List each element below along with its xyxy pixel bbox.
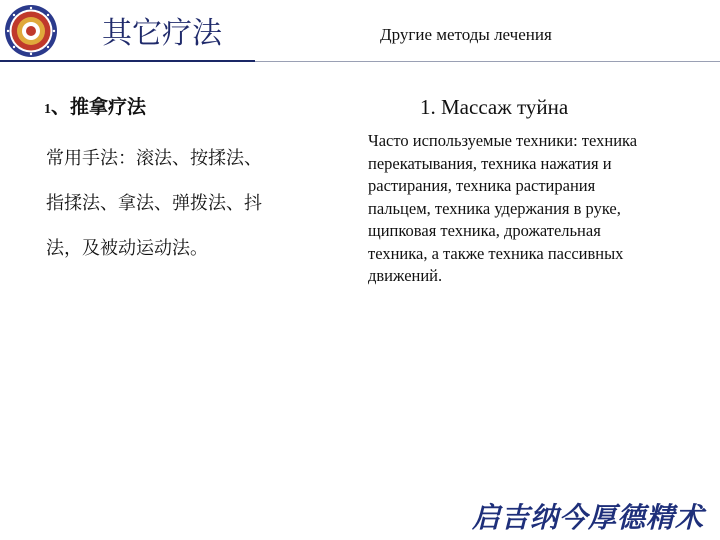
body-line-ru: движений.: [368, 266, 443, 285]
slide-title-russian: Другие методы лечения: [380, 25, 552, 44]
body-line-ru: перекатывания, техника нажатия и: [368, 153, 612, 173]
section-body-russian: [368, 130, 713, 288]
section-number: 1: [44, 102, 51, 117]
body-line-cn: 指揉法、拿法、弹拨法、抖: [46, 193, 262, 214]
university-motto-calligraphy: 启吉纳今厚德精术: [472, 501, 705, 534]
university-seal-logo: [4, 4, 58, 58]
section-body-chinese: [46, 136, 346, 271]
body-line-ru: пальцем, техника удержания в руке,: [368, 198, 621, 218]
body-line-ru: щипковая техника, дрожательная: [368, 221, 601, 240]
header-rule-dark: [0, 60, 255, 62]
body-line-ru: растирания, техника растирания: [368, 176, 596, 195]
body-line-ru: Часто используемые техники: техника: [368, 131, 638, 150]
section-heading-russian: 1. Массаж туйна: [420, 95, 569, 119]
section-heading-chinese: [44, 94, 146, 123]
slide-title-chinese: 其它疗法: [102, 16, 222, 51]
header-rule-light: [255, 61, 720, 62]
body-line-cn: 法，及被动运动法。: [46, 238, 208, 259]
body-line-ru: техника, а также техника пассивных: [368, 243, 624, 263]
body-line-cn: 常用手法：滚法、按揉法、: [46, 148, 262, 169]
section-heading-text: 、推拿疗法: [51, 96, 147, 118]
